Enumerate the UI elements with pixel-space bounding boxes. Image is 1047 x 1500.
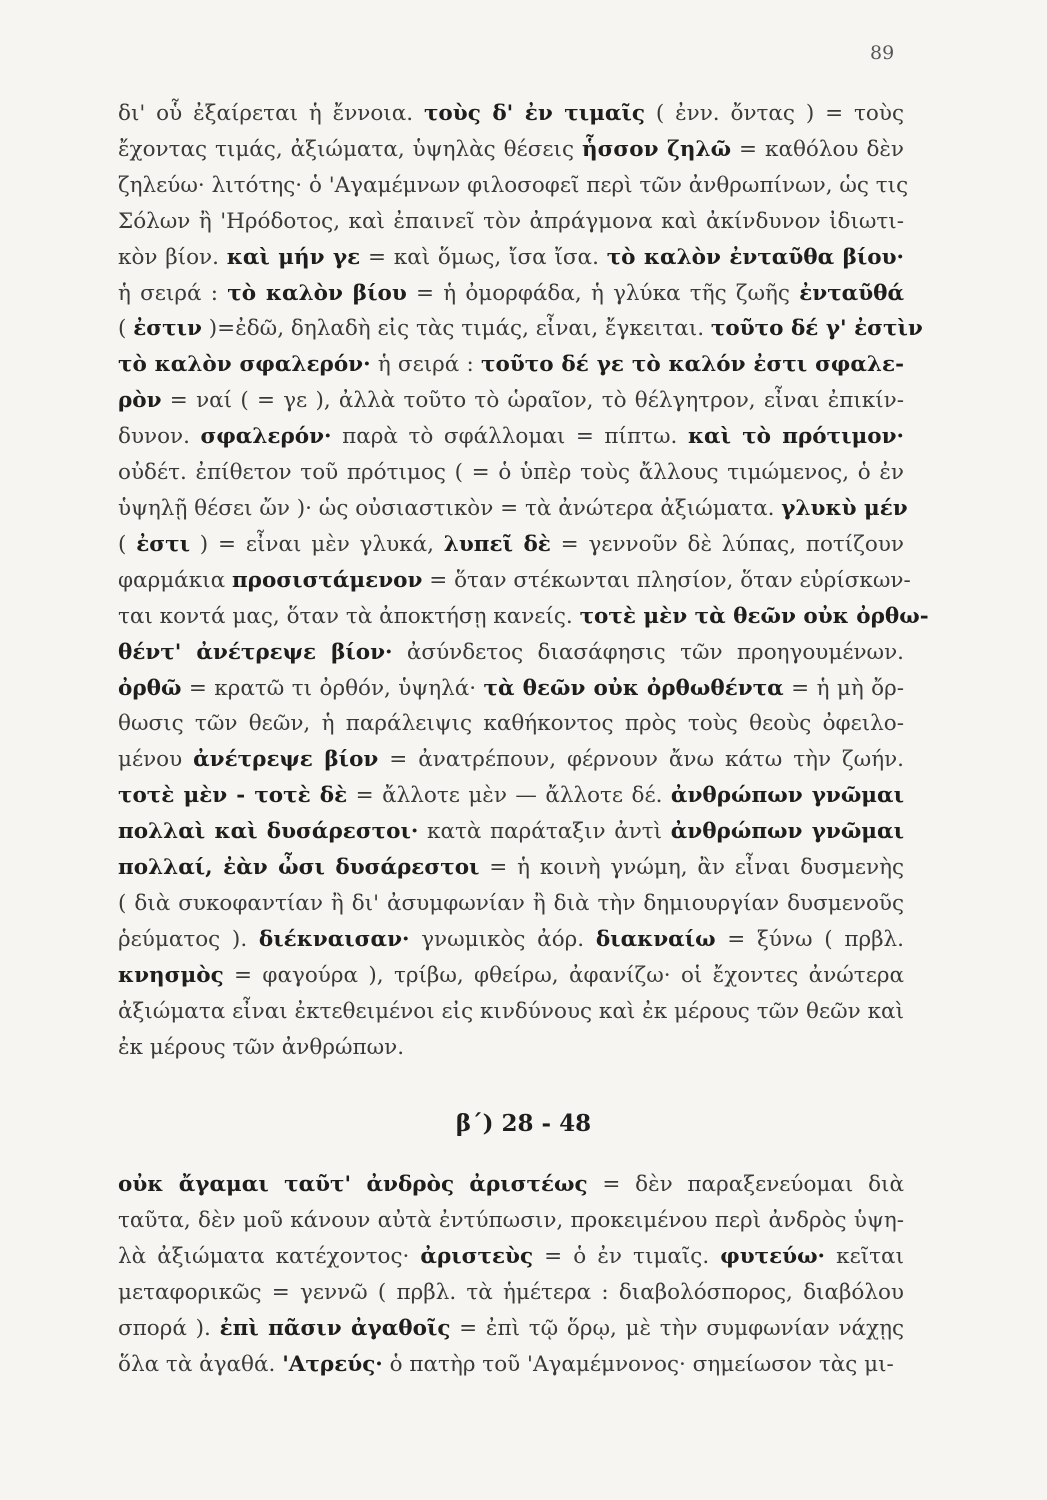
text-run: μεταφορικῶς = γεννῶ ( πρβλ. τὰ ἡμέτερα : διαβολόσπορος, διαβόλου xyxy=(118,1279,904,1305)
text-line xyxy=(118,814,904,850)
text-line xyxy=(118,671,904,707)
text-run: = ἀνατρέπουν, φέρνουν ἄνω κάτω τὴν ζωήν. xyxy=(378,747,905,773)
text-line xyxy=(118,599,929,635)
text-run: ( διὰ συκοφαντίαν ἢ δι' ἀσυμφωνίαν ἢ διὰ τὴν δημιουργίαν δυσμενοῦς xyxy=(118,890,904,916)
text-line xyxy=(118,132,904,168)
text-run: θωσις τῶν θεῶν, ἡ παράλειψις καθήκοντος πρὸς τοὺς θεοὺς ὀφειλο- xyxy=(118,711,904,737)
text-line xyxy=(118,419,904,455)
bold-term: τοτὲ μὲν - τοτὲ δὲ xyxy=(118,783,348,809)
text-line xyxy=(118,527,904,563)
bold-term: γλυκὺ μέν xyxy=(781,495,908,521)
bold-term: τοῦτο δέ γ' ἐστὶν xyxy=(710,316,923,342)
text-run: = καθόλου δὲν xyxy=(731,136,905,162)
bold-term: κνησμὸς xyxy=(118,962,224,988)
text-line xyxy=(118,778,904,814)
text-run: λὰ ἀξιώματα κατέχοντος· xyxy=(118,1243,421,1269)
bold-term: τὸ καλὸν βίου xyxy=(227,280,407,306)
bold-term: φυτεύω· xyxy=(720,1243,826,1269)
text-run: κεῖται xyxy=(825,1243,904,1269)
bold-term: τὸ καλὸν ἐνταῦθα βίου· xyxy=(606,244,904,270)
text-run: = γεννοῦν δὲ λύπας, ποτίζουν xyxy=(550,531,904,557)
bold-term: προσιστάμενον xyxy=(231,567,423,593)
text-run: γνωμικὸς ἀόρ. xyxy=(409,926,596,952)
text-run: ( xyxy=(118,531,137,557)
bold-term: τοῦτο δέ γε τὸ καλόν ἐστι σφαλε- xyxy=(481,352,904,378)
bold-term: ἐστιν xyxy=(133,316,202,342)
text-line xyxy=(118,1203,904,1239)
text-line xyxy=(118,455,904,491)
bold-term: ἀριστεὺς xyxy=(420,1243,534,1269)
text-line xyxy=(118,850,904,886)
text-line xyxy=(118,563,911,599)
bold-term: καὶ μήν γε xyxy=(226,244,361,270)
bold-term: πολλαὶ καὶ δυσάρεστοι· xyxy=(118,819,419,845)
text-run: παρὰ τὸ σφάλλομαι = πίπτω. xyxy=(331,424,688,450)
text-run: κατὰ παράταξιν ἀντὶ xyxy=(418,819,671,845)
bold-term: τοτὲ μὲν τὰ θεῶν οὐκ ὀρθω- xyxy=(579,603,929,629)
text-run: = ἡ ὀμορφάδα, ἡ γλύκα τῆς ζωῆς xyxy=(406,280,800,306)
text-line xyxy=(118,994,904,1030)
text-run: = ἄλλοτε μὲν — ἄλλοτε δέ. xyxy=(347,783,671,809)
commentary-paragraph-1 xyxy=(118,96,929,1065)
text-line xyxy=(118,958,904,994)
text-run: ὑψηλῇ θέσει ὤν )· ὡς οὐσιαστικὸν = τὰ ἀνώτερα ἀξιώματα. xyxy=(118,495,782,521)
text-run: = ὁ ἐν τιμαῖς. xyxy=(533,1243,721,1269)
bold-term: οὐκ ἄγαμαι ταῦτ' ἀνδρὸς ἀριστέως xyxy=(118,1172,588,1197)
text-line xyxy=(118,347,904,383)
text-run: = δὲν παραξενεύομαι διὰ xyxy=(587,1172,904,1197)
text-run: = κρατῶ τι ὀρθόν, ὑψηλά· xyxy=(181,675,484,701)
bold-term: ὀρθῶ xyxy=(118,675,182,701)
text-line xyxy=(118,886,904,922)
text-run: ἀσύνδετος διασάφησις τῶν προηγουμένων. xyxy=(392,639,904,665)
section-heading: β΄) 28 - 48 xyxy=(455,1110,592,1137)
text-run: = ὅταν στέκωνται πλησίον, ὅταν εὑρίσκων- xyxy=(422,567,911,593)
text-run: ἐκ μέρους τῶν ἀνθρώπων. xyxy=(118,1034,405,1060)
bold-term: θέντ' ἀνέτρεψε βίον· xyxy=(118,639,393,665)
text-line xyxy=(118,491,908,527)
text-run: = ἡ κοινὴ γνώμη, ἂν εἶναι δυσμενὴς xyxy=(479,855,905,881)
text-run: μένου xyxy=(118,747,194,773)
bold-term: ἐνταῦθά xyxy=(799,280,905,306)
text-line xyxy=(118,168,909,204)
text-run: = ἡ μὴ ὄρ- xyxy=(783,675,905,701)
bold-term: τὰ θεῶν οὐκ ὀρθωθέντα xyxy=(483,675,784,701)
text-line xyxy=(118,1275,904,1311)
text-run: δυνον. xyxy=(118,424,201,450)
text-run: ταῦτα, δὲν μοῦ κάνουν αὐτὰ ἐντύπωσιν, προκειμένου περὶ ἀνδρὸς ὑψη- xyxy=(118,1207,904,1233)
bold-term: λυπεῖ δὲ xyxy=(443,531,551,557)
bold-term: πολλαί, ἐὰν ὦσι δυσάρεστοι xyxy=(118,855,480,881)
bold-term: ἧσσον ζηλῶ xyxy=(581,136,732,162)
bold-term: τοὺς δ' ἐν τιμαῖς xyxy=(423,101,645,126)
text-line xyxy=(118,706,904,742)
text-run: = ναί ( = γε ), ἀλλὰ τοῦτο τὸ ὡραῖον, τὸ θέλγητρον, εἶναι ἐπικίν- xyxy=(161,388,904,414)
bold-term: ἐστι xyxy=(136,531,190,557)
text-line xyxy=(118,922,904,958)
text-run: = ξύνω ( πρβλ. xyxy=(715,926,904,952)
bold-term: ρὸν xyxy=(118,388,162,414)
text-run: ται κοντά μας, ὅταν τὰ ἀποκτήσῃ κανείς. xyxy=(118,603,580,629)
text-line xyxy=(118,1239,904,1275)
text-run: κὸν βίον. xyxy=(118,244,227,270)
commentary-paragraph-2 xyxy=(118,1167,904,1382)
text-run: ἀξιώματα εἶναι ἐκτεθειμένοι εἰς κινδύνους καὶ ἐκ μέρους τῶν θεῶν καὶ xyxy=(118,998,904,1024)
text-run: ζηλεύω· λιτότης· ὁ 'Αγαμέμνων φιλοσοφεῖ περὶ τῶν ἀνθρωπίνων, ὡς τις xyxy=(118,172,909,198)
text-run: ) = εἶναι μὲν γλυκά, xyxy=(190,531,444,557)
bold-term: ἀνθρώπων γνῶμαι xyxy=(670,819,904,845)
text-run: = ἐπὶ τῷ ὅρῳ, μὲ τὴν συμφωνίαν νάχῃς xyxy=(450,1315,904,1341)
bold-term: 'Ατρεύς· xyxy=(282,1351,383,1377)
text-run: ( xyxy=(118,316,134,342)
text-run: = φαγούρα ), τρίβω, φθείρω, ἀφανίζω· οἱ ἔχοντες ἀνώτερα xyxy=(223,962,904,988)
text-run: ἡ σειρά : xyxy=(118,280,228,306)
text-line xyxy=(118,1167,904,1203)
text-run: οὐδέτ. ἐπίθετον τοῦ πρότιμος ( = ὁ ὑπὲρ τοὺς ἄλλους τιμώμενος, ὁ ἐν xyxy=(118,460,904,486)
bold-term: ἀνέτρεψε βίον xyxy=(193,747,379,773)
text-line xyxy=(118,204,904,240)
text-line xyxy=(118,635,904,671)
text-run: ὅλα τὰ ἀγαθά. xyxy=(118,1351,283,1377)
page-number: 89 xyxy=(870,42,895,64)
text-line xyxy=(118,96,904,132)
text-line xyxy=(118,742,904,778)
text-run: Σόλων ἢ 'Ηρόδοτος, καὶ ἐπαινεῖ τὸν ἀπράγμονα καὶ ἀκίνδυνον ἰδιωτι- xyxy=(118,208,904,234)
text-line xyxy=(118,1347,904,1383)
text-run: ῥεύματος ). xyxy=(118,926,259,952)
text-line xyxy=(118,1030,904,1066)
text-line xyxy=(118,240,904,276)
bold-term: διακναίω xyxy=(595,926,716,952)
bold-term: διέκναισαν· xyxy=(258,926,410,952)
bold-term: ἐπὶ πᾶσιν ἀγαθοῖς xyxy=(219,1315,451,1341)
text-line xyxy=(118,1311,904,1347)
text-run: = καὶ ὅμως, ἴσα ἴσα. xyxy=(360,244,607,270)
text-run: ἔχοντας τιμάς, ἀξιώματα, ὑψηλὰς θέσεις xyxy=(118,136,582,162)
text-run: ( ἐνν. ὄντας ) = τοὺς xyxy=(644,101,904,126)
text-run: ἡ σειρά : xyxy=(370,352,482,378)
text-line xyxy=(118,276,904,312)
text-line xyxy=(118,311,923,347)
text-run: δι' οὗ ἐξαίρεται ἡ ἔννοια. xyxy=(118,101,424,126)
bold-term: καὶ τὸ πρότιμον· xyxy=(687,424,904,450)
text-run: φαρμάκια xyxy=(118,567,232,593)
text-run: ὁ πατὴρ τοῦ 'Αγαμέμνονος· σημείωσον τὰς μι- xyxy=(382,1351,894,1377)
bold-term: τὸ καλὸν σφαλερόν· xyxy=(118,352,371,378)
text-run: σπορά ). xyxy=(118,1315,220,1341)
bold-term: σφαλερόν· xyxy=(200,424,332,450)
text-run: )=ἐδῶ, δηλαδὴ εἰς τὰς τιμάς, εἶναι, ἔγκειται. xyxy=(201,316,711,342)
bold-term: ἀνθρώπων γνῶμαι xyxy=(670,783,904,809)
text-line xyxy=(118,383,904,419)
